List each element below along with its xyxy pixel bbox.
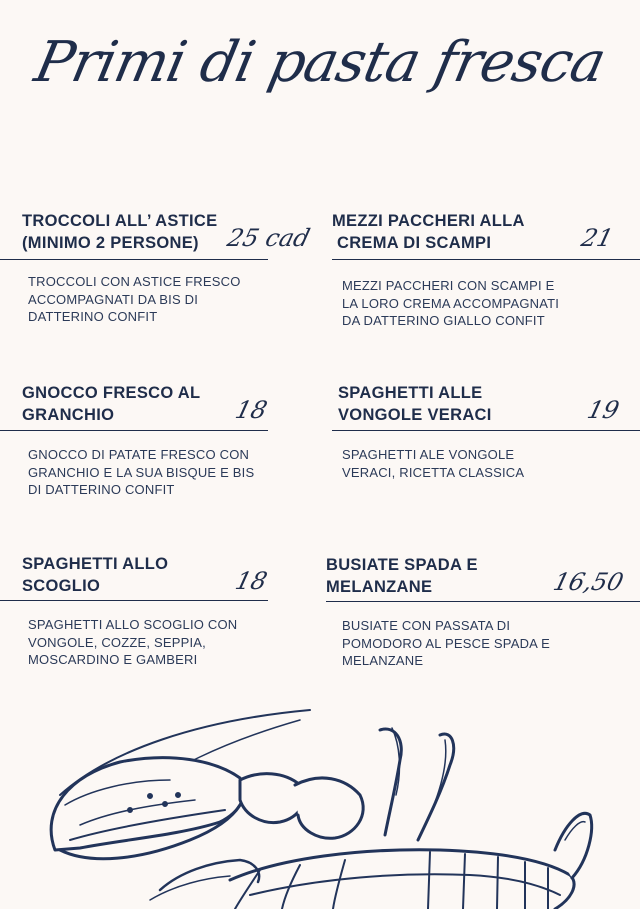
dish-desc-line: LA LORO CREMA ACCOMPAGNATI	[342, 295, 560, 311]
dish-name-line: SCOGLIO	[22, 577, 101, 595]
dish-desc-line: POMODORO AL PESCE SPADA E	[342, 635, 551, 651]
dish-name-line: GRANCHIO	[22, 406, 115, 424]
dish-name-line: GNOCCO FRESCO AL	[22, 384, 201, 402]
dish-desc-busiate	[342, 617, 550, 670]
dish-name-spaghetti-vongole	[338, 382, 492, 426]
dish-name-troccoli	[22, 210, 217, 254]
divider-line	[332, 430, 640, 431]
dish-desc-line: TROCCOLI CON ASTICE FRESCO	[28, 274, 241, 289]
dish-price-spaghetti-scoglio: 18	[232, 567, 271, 595]
dish-desc-line: DI DATTERINO CONFIT	[28, 482, 175, 497]
dish-desc-gnocco	[28, 446, 254, 499]
dish-price-troccoli: 25 cad	[224, 224, 313, 252]
dish-name-line: VONGOLE VERACI	[338, 406, 492, 424]
dish-desc-line: DATTERINO CONFIT	[28, 309, 158, 324]
divider-line	[0, 259, 268, 260]
menu-title: Primi di pasta fresca	[29, 30, 611, 95]
dish-desc-line: ACCOMPAGNATI DA BIS DI	[28, 291, 199, 307]
dish-desc-line: BUSIATE CON PASSATA DI	[342, 618, 511, 633]
dish-name-mezzi-paccheri	[332, 210, 525, 254]
dish-desc-line: SPAGHETTI ALE VONGOLE	[342, 447, 515, 462]
dish-desc-line: SPAGHETTI ALLO SCOGLIO CON	[28, 617, 238, 632]
dish-desc-line: DA DATTERINO GIALLO CONFIT	[342, 313, 545, 328]
dish-price-mezzi-paccheri: 21	[578, 224, 617, 252]
dish-name-line: BUSIATE SPADA E	[326, 556, 478, 574]
dish-name-line: SPAGHETTI ALLE	[338, 384, 483, 402]
dish-desc-line: GNOCCO DI PATATE FRESCO CON	[28, 447, 250, 462]
dish-desc-mezzi-paccheri	[342, 277, 559, 330]
dish-desc-line: VONGOLE, COZZE, SEPPIA,	[28, 634, 206, 650]
dish-desc-line: MELANZANE	[342, 653, 424, 668]
dish-desc-line: MOSCARDINO E GAMBERI	[28, 652, 198, 667]
dish-desc-spaghetti-vongole	[342, 446, 524, 481]
divider-line	[0, 600, 268, 601]
dish-name-busiate	[326, 554, 478, 598]
dish-name-line: SPAGHETTI ALLO	[22, 555, 169, 573]
dish-name-gnocco	[22, 382, 200, 426]
dish-name-line: (MINIMO 2 PERSONE)	[22, 234, 199, 252]
divider-line	[326, 601, 640, 602]
dish-desc-troccoli	[28, 273, 241, 326]
divider-line	[332, 259, 640, 260]
dish-price-spaghetti-vongole: 19	[584, 396, 623, 424]
dish-name-line: TROCCOLI ALL’ ASTICE	[22, 212, 218, 230]
dish-price-gnocco: 18	[232, 396, 271, 424]
dish-desc-line: MEZZI PACCHERI CON SCAMPI E	[342, 278, 555, 293]
dish-desc-line: GRANCHIO E LA SUA BISQUE E BIS	[28, 464, 255, 480]
dish-name-line: MELANZANE	[326, 578, 433, 596]
dish-desc-line: VERACI, RICETTA CLASSICA	[342, 464, 525, 480]
dish-name-line: MEZZI PACCHERI ALLA	[332, 212, 525, 230]
lobster-illustration	[0, 700, 640, 909]
dish-desc-spaghetti-scoglio	[28, 616, 237, 669]
dish-name-line: CREMA DI SCAMPI	[337, 234, 492, 252]
dish-name-spaghetti-scoglio	[22, 553, 168, 597]
divider-line	[0, 430, 268, 431]
dish-price-busiate: 16,50	[550, 568, 627, 596]
